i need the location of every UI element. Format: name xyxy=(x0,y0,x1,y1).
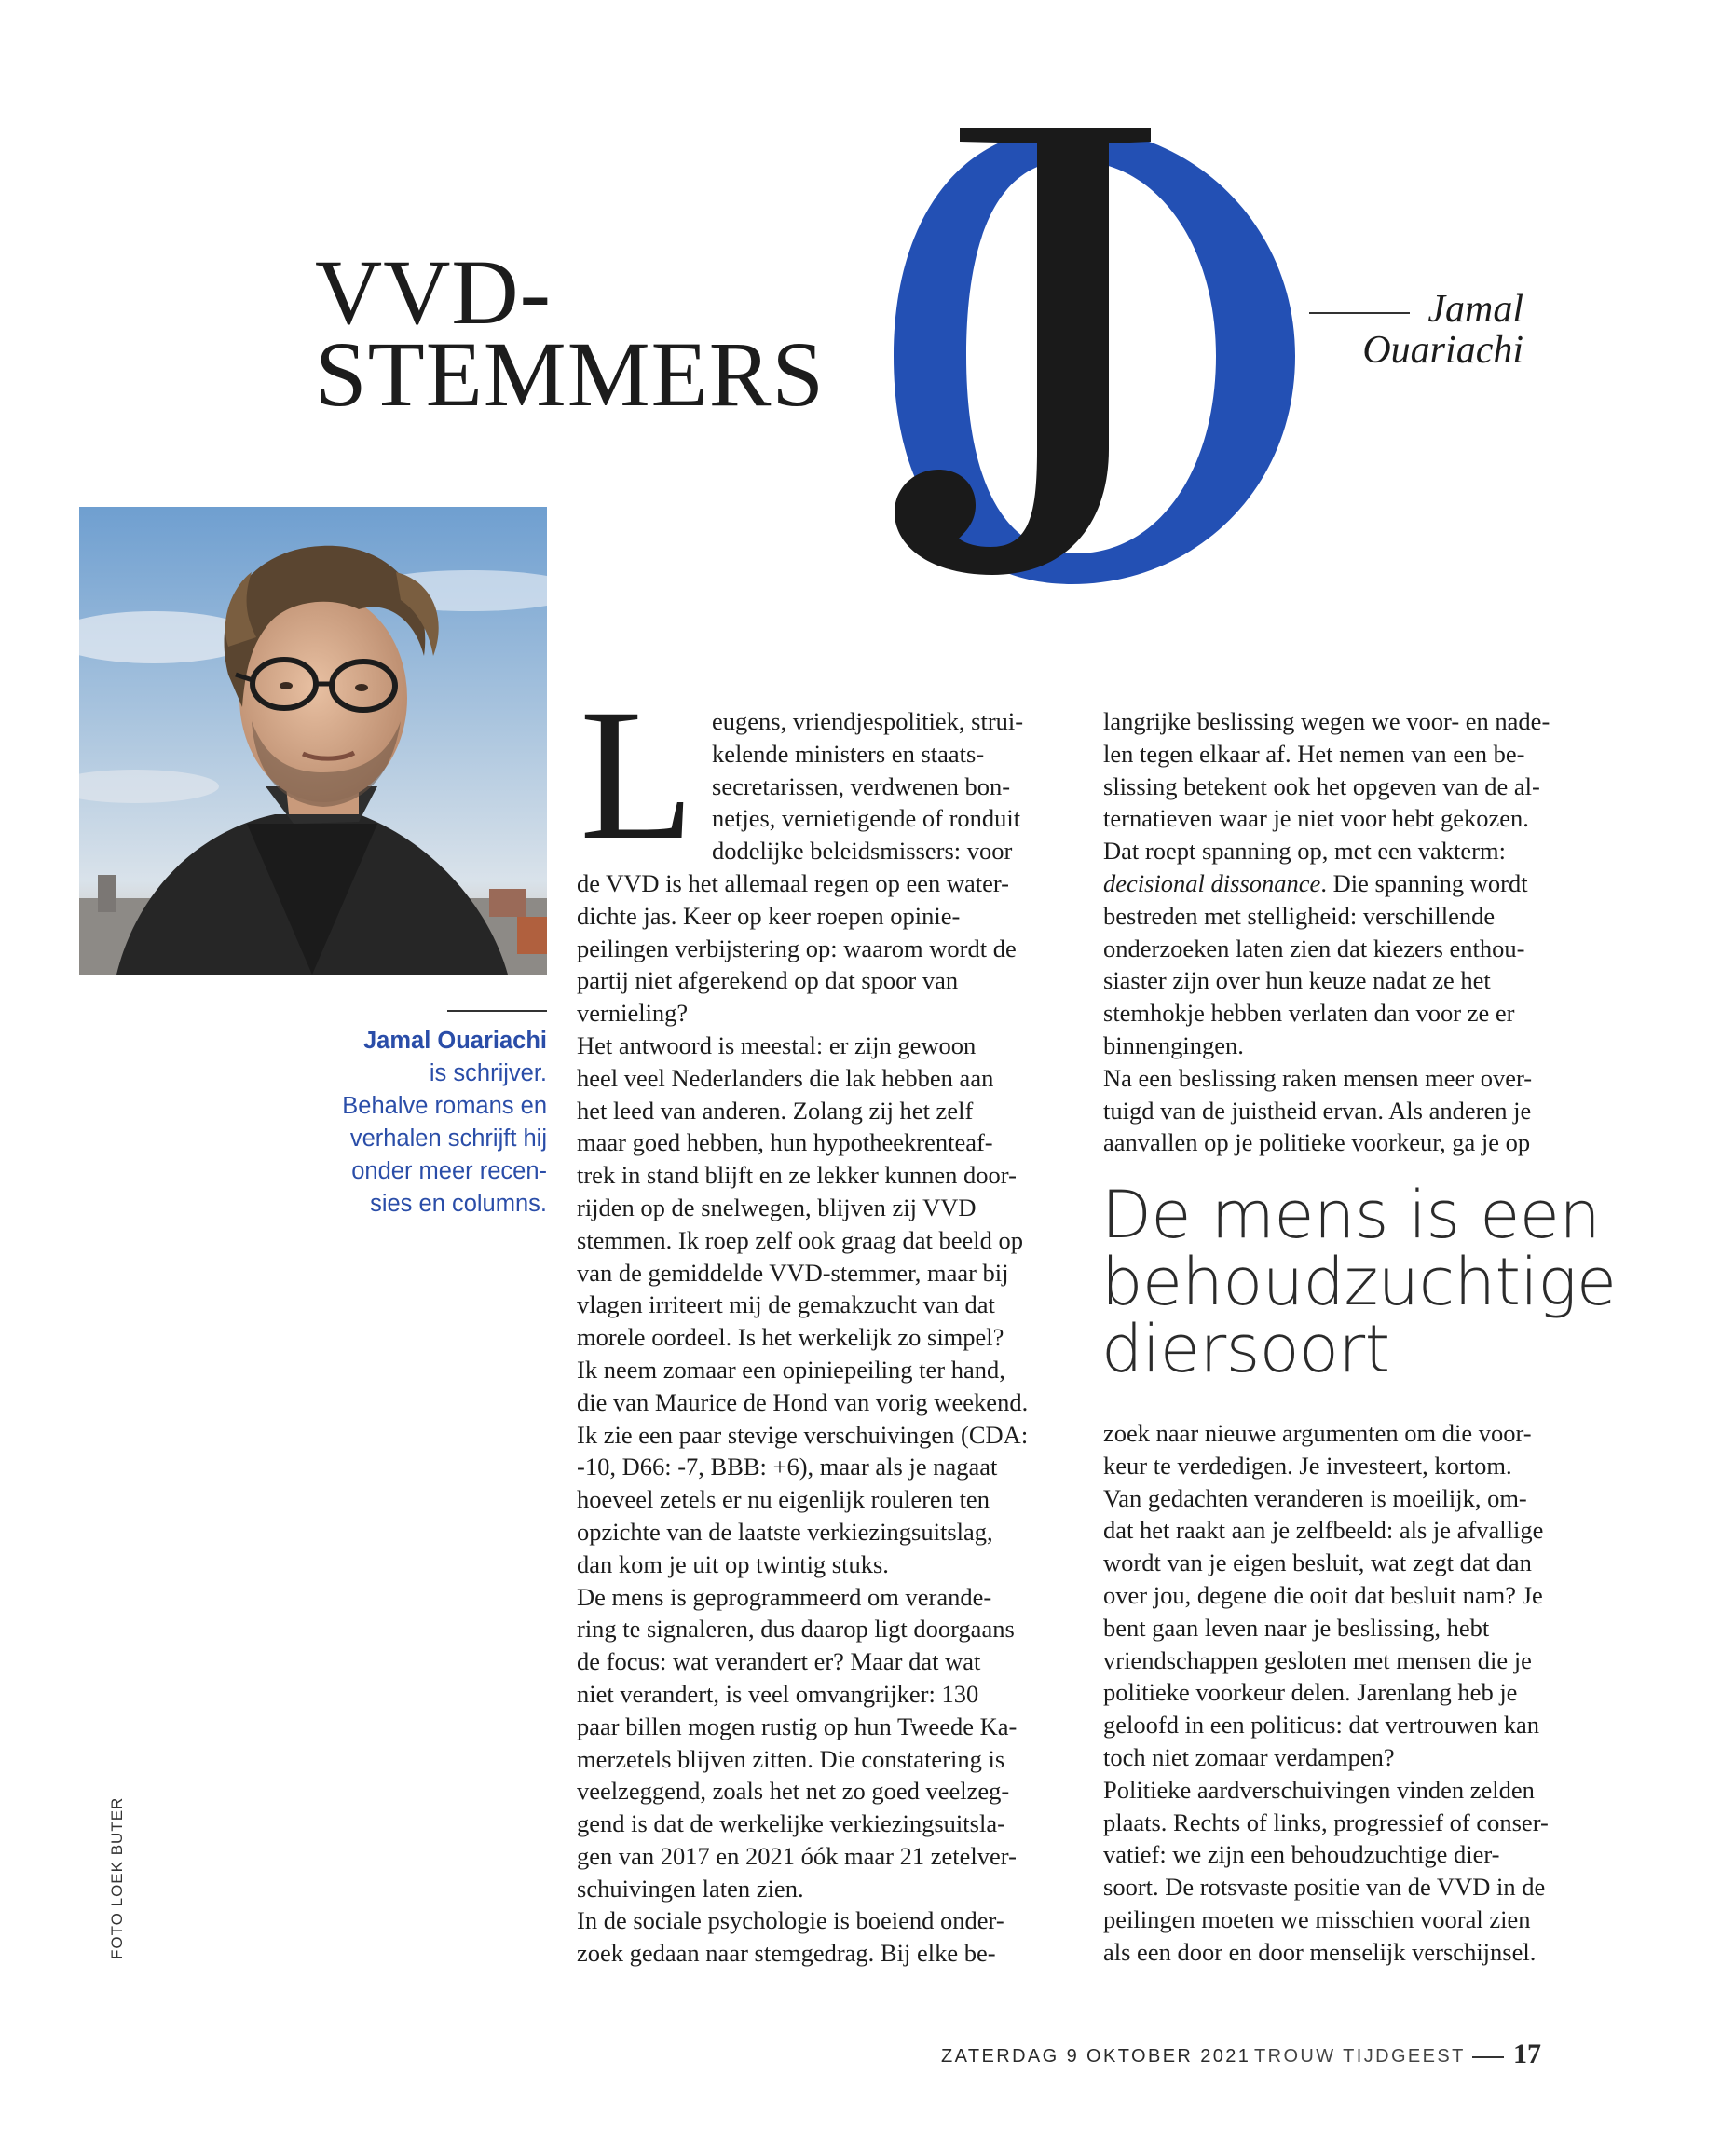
body-column-1 xyxy=(577,705,1099,1970)
body-text-line: slissing betekent ook het opgeven van de al- xyxy=(1103,771,1540,800)
bio-line: sies en columns. xyxy=(370,1191,547,1217)
footer-publication: TROUW TIJDGEEST xyxy=(1254,2046,1466,2067)
body-text-line: siaster zijn over hun keuze nadat ze het xyxy=(1103,966,1491,995)
body-text-line: over jou, degene die ooit dat besluit nam? Je xyxy=(1103,1580,1543,1609)
author-photo xyxy=(79,507,547,975)
byline-last-name: Ouariachi xyxy=(1362,329,1523,372)
body-text-line: len tegen elkaar af. Het nemen van een be- xyxy=(1103,739,1525,768)
bio-name: Jamal Ouariachi xyxy=(362,1028,547,1054)
body-text-line: partij niet afgerekend op dat spoor van xyxy=(577,966,959,995)
body-text-line: de VVD is het allemaal regen op een water- xyxy=(577,868,1010,897)
body-text-line: aanvallen op je politieke voorkeur, ga je op xyxy=(1103,1128,1531,1157)
body-text-line: vernieling? xyxy=(577,999,689,1028)
body-text-line: dodelijke beleidsmissers: voor xyxy=(712,837,1013,866)
body-text-line: Van gedachten veranderen is moeilijk, om- xyxy=(1103,1483,1527,1512)
body-text-line: ring te signaleren, dus daarop ligt doorgaans xyxy=(577,1615,1015,1644)
bio-line: verhalen schrijft hij xyxy=(349,1126,547,1152)
monogram-jo-logo xyxy=(881,123,1300,589)
byline xyxy=(1332,289,1523,371)
body-text-line: peilingen moeten we misschien vooral zien xyxy=(1103,1904,1531,1933)
photo-credit: FOTO LOEK BUTER xyxy=(108,1796,126,1959)
body-text-line: -10, D66: -7, BBB: +6), maar als je nagaat xyxy=(577,1453,998,1481)
body-text-line: paar billen mogen rustig op hun Tweede Ka- xyxy=(577,1712,1018,1740)
drop-cap: L xyxy=(580,670,695,879)
body-column-2-bottom xyxy=(1103,1417,1606,1969)
body-text-line: stemmen. Ik roep zelf ook graag dat beeld op xyxy=(577,1225,1024,1254)
body-text-line: eugens, vriendjespolitiek, strui- xyxy=(712,707,1024,735)
body-text-line: onderzoeken laten zien dat kiezers enthou- xyxy=(1103,934,1525,962)
bio-rule xyxy=(447,1010,547,1012)
pull-quote-line: De mens is een xyxy=(1101,1177,1601,1253)
body-text-line: bestreden met stelligheid: verschillende xyxy=(1103,901,1496,930)
body-text-line: Dat roept spanning op, met een vakterm: xyxy=(1103,837,1506,866)
body-text-line: kelende ministers en staats- xyxy=(712,739,985,768)
pull-quote xyxy=(1101,1177,1623,1387)
body-text-line: van de gemiddelde VVD-stemmer, maar bij xyxy=(577,1258,1009,1287)
body-text-line: netjes, vernietigende of ronduit xyxy=(712,804,1021,833)
body-text-line: De mens is geprogrammeerd om verande- xyxy=(577,1582,992,1611)
body-text-line: hoeveel zetels er nu eigenlijk rouleren ten xyxy=(577,1485,990,1514)
body-text-line: vriendschappen gesloten met mensen die je xyxy=(1103,1645,1532,1674)
body-text-line: maar goed hebben, hun hypotheekrenteaf- xyxy=(577,1128,993,1157)
body-text-line: gen van 2017 en 2021 óók maar 21 zetelver- xyxy=(577,1841,1017,1870)
bio-line: Behalve romans en xyxy=(342,1093,547,1119)
body-text-line: heel veel Nederlanders die lak hebben aan xyxy=(577,1063,994,1092)
bio-line: is schrijver. xyxy=(429,1060,547,1086)
body-text-line: wordt van je eigen besluit, wat zegt dat dan xyxy=(1103,1549,1532,1577)
body-text-line: dan kom je uit op twintig stuks. xyxy=(577,1549,889,1578)
body-text-line: In de sociale psychologie is boeiend onder- xyxy=(577,1906,1004,1935)
body-text-line: als een door en door menselijk verschijnsel. xyxy=(1103,1937,1537,1966)
body-text-line: langrijke beslissing wegen we voor- en nade- xyxy=(1103,707,1550,735)
body-text-line: Ik zie een paar stevige verschuivingen (CDA: xyxy=(577,1420,1029,1449)
headline-line-2: STEMMERS xyxy=(315,322,826,426)
page-footer xyxy=(941,2040,1584,2074)
body-text-line: decisional dissonance. Die spanning wordt xyxy=(1103,868,1528,897)
body-text-line: Na een beslissing raken mensen meer over- xyxy=(1103,1063,1533,1092)
pull-quote-line: behoudzuchtige xyxy=(1101,1244,1617,1320)
body-text-line: tuigd van de juistheid ervan. Als anderen je xyxy=(1103,1096,1532,1125)
body-text-line: ternatieven waar je niet voor hebt gekozen. xyxy=(1103,804,1529,833)
bio-line: onder meer recen- xyxy=(351,1158,547,1184)
body-text-line: trek in stand blijft en ze lekker kunnen door- xyxy=(577,1161,1017,1190)
footer-date: ZATERDAG 9 OKTOBER 2021 xyxy=(941,2046,1251,2067)
body-text-line: rijden op de snelwegen, blijven zij VVD xyxy=(577,1193,977,1221)
body-text-line: keur te verdedigen. Je investeert, kortom. xyxy=(1103,1451,1512,1480)
body-text-line: toch niet zomaar verdampen? xyxy=(1103,1742,1395,1771)
body-text-line: merzetels blijven zitten. Die constatering is xyxy=(577,1744,1005,1773)
body-text-line: Politieke aardverschuivingen vinden zelden xyxy=(1103,1775,1535,1804)
body-text-line: zoek gedaan naar stemgedrag. Bij elke be- xyxy=(577,1939,996,1968)
body-text-line: Het antwoord is meestal: er zijn gewoon xyxy=(577,1030,977,1059)
body-text-line: bent gaan leven naar je beslissing, hebt xyxy=(1103,1613,1490,1642)
body-text-line: geloofd in een politicus: dat vertrouwen kan xyxy=(1103,1711,1540,1740)
body-text-line: die van Maurice de Hond van vorig weekend. xyxy=(577,1387,1029,1416)
body-text-line: de focus: wat verandert er? Maar dat wat xyxy=(577,1647,981,1676)
body-text-line: Ik neem zomaar een opiniepeiling ter hand, xyxy=(577,1355,1005,1384)
body-text-line: soort. De rotsvaste positie van de VVD in de xyxy=(1103,1873,1546,1902)
body-text-line: het leed van anderen. Zolang zij het zelf xyxy=(577,1096,974,1125)
author-bio xyxy=(307,1025,547,1221)
headline-line-1: VVD- xyxy=(315,240,552,344)
body-text-line: dat het raakt aan je zelfbeeld: als je afvallige xyxy=(1103,1516,1544,1545)
pull-quote-line: diersoort xyxy=(1101,1311,1390,1387)
body-text-line: opzichte van de laatste verkiezingsuitslag, xyxy=(577,1517,993,1546)
body-text-line: morele oordeel. Is het werkelijk zo simpel? xyxy=(577,1323,1004,1352)
body-text-line: veelzeggend, zoals het net zo goed veelzeg- xyxy=(577,1777,1010,1806)
body-text-line: secretarissen, verdwenen bon- xyxy=(712,771,1011,800)
body-text-line: binnengingen. xyxy=(1103,1030,1244,1059)
page-number: 17 xyxy=(1513,2039,1541,2069)
body-text-line: niet verandert, is veel omvangrijker: 130 xyxy=(577,1679,979,1708)
headline xyxy=(315,240,837,426)
footer-rule xyxy=(1472,2056,1504,2058)
body-column-2-top xyxy=(1103,705,1606,1159)
body-text-line: politieke voorkeur delen. Jarenlang heb je xyxy=(1103,1678,1518,1707)
body-text-line: plaats. Rechts of links, progressief of conser- xyxy=(1103,1808,1549,1836)
body-text-line: stemhokje hebben verlaten dan voor ze er xyxy=(1103,999,1515,1028)
body-text-line: zoek naar nieuwe argumenten om die voor- xyxy=(1103,1419,1532,1447)
byline-first-name: Jamal xyxy=(1427,288,1523,331)
body-text-line: gend is dat de werkelijke verkiezingsuitsla- xyxy=(577,1809,1005,1838)
body-text-line: vlagen irriteert mij de gemakzucht van dat xyxy=(577,1290,995,1319)
body-text-line: schuivingen laten zien. xyxy=(577,1874,804,1903)
body-text-line: peilingen verbijstering op: waarom wordt de xyxy=(577,934,1017,962)
body-text-line: vatief: we zijn een behoudzuchtige dier- xyxy=(1103,1840,1500,1869)
body-text-line: dichte jas. Keer op keer roepen opinie- xyxy=(577,901,961,930)
